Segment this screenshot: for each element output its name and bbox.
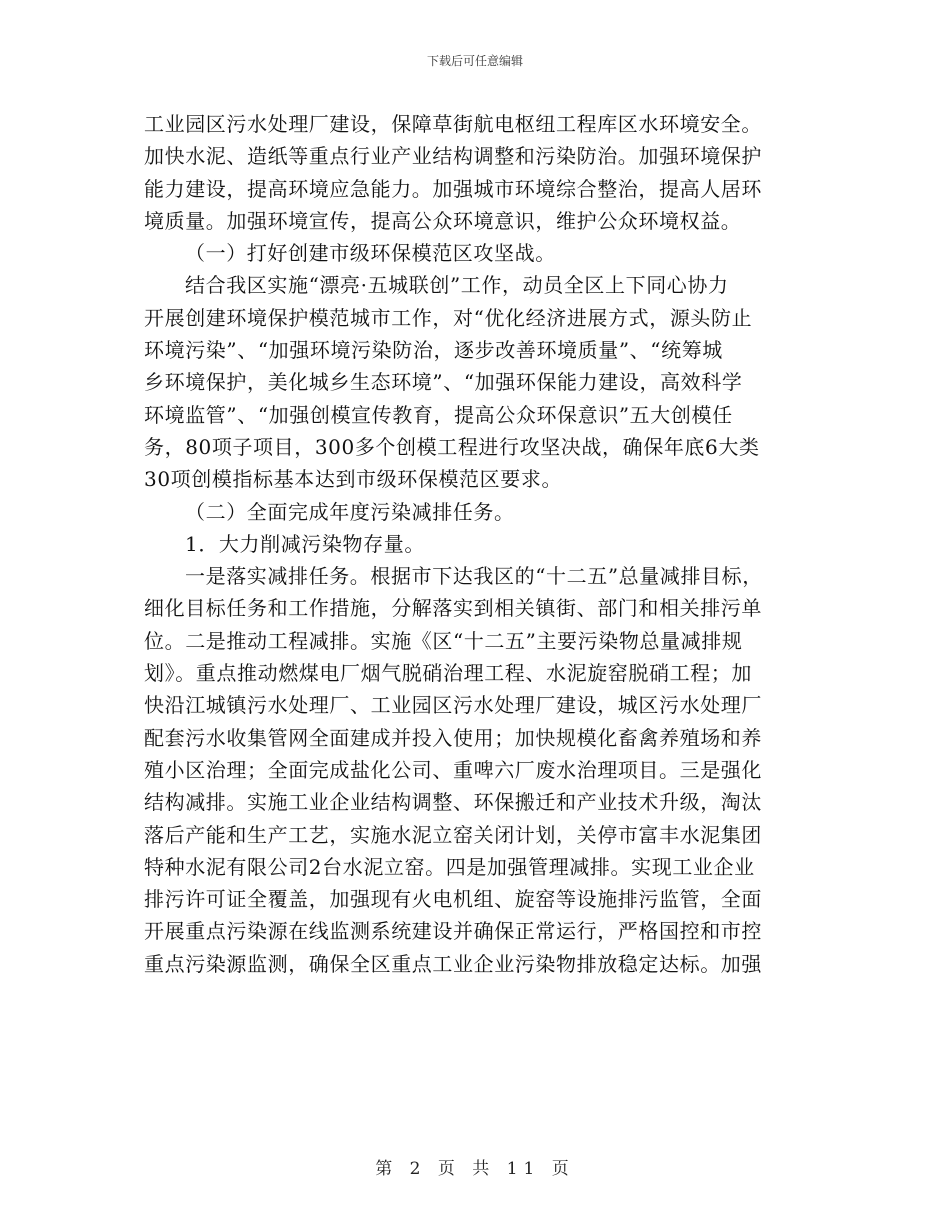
text-line: 排污许可证全覆盖，加强现有火电机组、旋窑等设施排污监管，全面 [144, 887, 762, 912]
text-line: 开展重点污染源在线监测系统建设并确保正常运行，严格国控和市控 [144, 919, 762, 944]
text-line: 配套污水收集管网全面建成并投入使用；加快规模化畜禽养殖场和养 [144, 725, 762, 750]
text-line: 一是落实减排任务。根据市下达我区的“十二五”总量减排目标， [185, 564, 763, 589]
text-line: 能力建设，提高环境应急能力。加强城市环境综合整治，提高人居环 [144, 176, 762, 201]
text-line: 结构减排。实施工业企业结构调整、环保搬迁和产业技术升级，淘汰 [144, 790, 762, 815]
text-line: 环境污染”、“加强环境污染防治，逐步改善环境质量”、“统筹城 [144, 338, 723, 363]
page-header: 下载后可任意编辑 [426, 54, 523, 68]
text-line: 细化目标任务和工作措施，分解落实到相关镇街、部门和相关排污单 [144, 596, 762, 621]
text-line: 位。二是推动工程减排。实施《区“十二五”主要污染物总量减排规 [144, 628, 743, 653]
text-line: 工业园区污水处理厂建设，保障草街航电枢纽工程库区水环境安全。 [144, 112, 762, 136]
text-line: 开展创建环境保护模范城市工作，对“优化经济进展方式，源头防止 [144, 305, 753, 330]
text-line: 境质量。加强环境宣传，提高公众环境意识，维护公众环境权益。 [144, 208, 742, 233]
text-line: 环境监管”、“加强创模宣传教育，提高公众环保意识”五大创模任 [144, 402, 733, 427]
text-line: 务，80项子项目，300多个创模工程进行攻坚决战，确保年底6大类 [144, 434, 760, 459]
text-line: 划》。重点推动燃煤电厂烟气脱硝治理工程、水泥旋窑脱硝工程；加 [144, 661, 752, 686]
text-line: 特种水泥有限公司2台水泥立窑。四是加强管理减排。实现工业企业 [144, 854, 755, 879]
text-line: 乡环境保护，美化城乡生态环境”、“加强环保能力建设，高效科学 [144, 370, 743, 395]
text-line: 加快水泥、造纸等重点行业产业结构调整和污染防治。加强环境保护 [144, 144, 762, 169]
text-line: 结合我区实施“漂亮·五城联创”工作，动员全区上下同心协力 [185, 273, 729, 298]
subsection-heading: 1．大力削减污染物存量。 [185, 531, 425, 556]
body-text [144, 108, 804, 980]
text-line: 30项创模指标基本达到市级环保模范区要求。 [144, 467, 563, 492]
text-line: 快沿江城镇污水处理厂、工业园区污水处理厂建设，城区污水处理厂 [144, 693, 762, 718]
text-line: 落后产能和生产工艺，实施水泥立窑关闭计划，关停市富丰水泥集团 [144, 822, 762, 847]
text-line: 殖小区治理；全面完成盐化公司、重啤六厂废水治理项目。三是强化 [144, 757, 762, 782]
text-line: 重点污染源监测，确保全区重点工业企业污染物排放稳定达标。加强 [144, 951, 762, 976]
page-number: 第 2 页 共 11 页 [375, 1159, 575, 1179]
section-heading: （一）打好创建市级环保模范区攻坚战。 [185, 241, 556, 266]
section-heading: （二）全面完成年度污染减排任务。 [185, 499, 515, 524]
